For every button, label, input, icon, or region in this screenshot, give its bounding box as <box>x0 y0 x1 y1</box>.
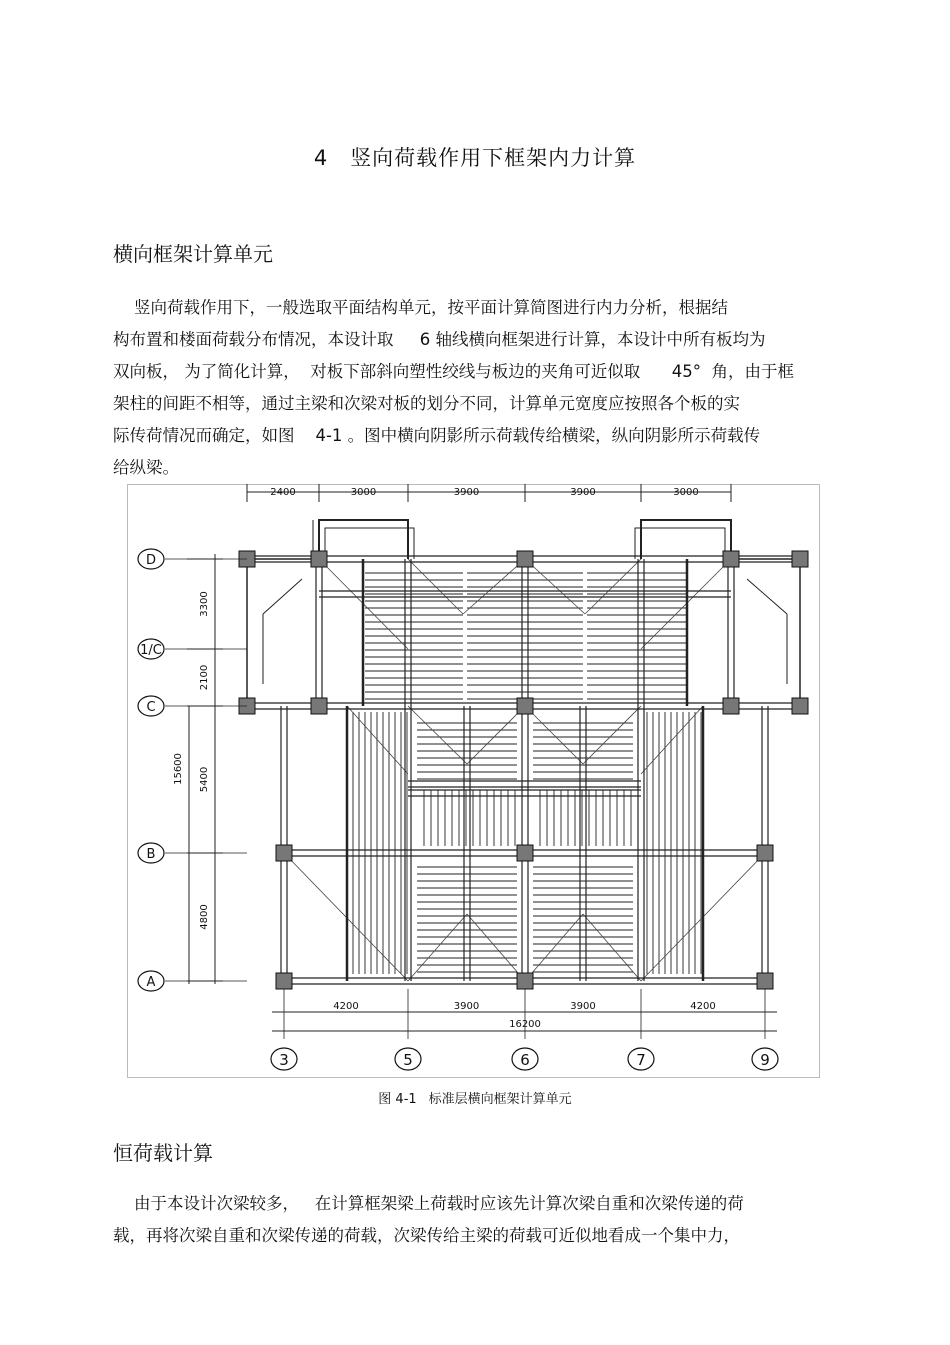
column <box>311 698 327 714</box>
paragraph-line: 双向板， 为了简化计算， 对板下部斜向塑性绞线与板边的夹角可近似取 45° 角，由于框 <box>113 362 794 381</box>
left-dimensions <box>173 554 223 984</box>
section-heading-dead-load: 恒荷载计算 <box>113 1141 213 1165</box>
yield-line <box>525 914 583 981</box>
paragraph-line: 构布置和楼面荷载分布情况，本设计取 6 轴线横向框架进行计算，本设计中所有板均为 <box>113 330 766 349</box>
column <box>517 973 533 989</box>
structural-plan-figure <box>127 484 820 1078</box>
left-wing-diagonal <box>263 579 302 614</box>
paragraph-line: 由于本设计次梁较多， 在计算框架梁上荷载时应该先计算次梁自重和次梁传递的荷 <box>113 1194 744 1213</box>
chapter-title-text: 竖向荷载作用下框架内力计算 <box>350 146 637 170</box>
column <box>517 845 533 861</box>
section-heading-frame-unit: 横向框架计算单元 <box>113 242 273 266</box>
row-axis-label: A <box>146 975 156 990</box>
yield-line <box>641 706 703 774</box>
column-axis-label: 7 <box>636 1051 646 1069</box>
bottom-dimension-label: 3900 <box>570 1001 596 1012</box>
right-wing <box>731 559 800 706</box>
column <box>276 845 292 861</box>
yield-line <box>467 914 525 981</box>
yield-line <box>463 559 525 614</box>
yield-line <box>585 559 641 614</box>
paragraph-line: 架柱的间距不相等，通过主梁和次梁对板的划分不同，计算单元宽度应按照各个板的实 <box>113 394 740 413</box>
balcony-right <box>641 520 731 559</box>
column <box>276 973 292 989</box>
column <box>723 551 739 567</box>
left-wing <box>247 559 319 706</box>
paragraph-line: 际传荷情况而确定，如图 4-1 。图中横向阴影所示荷载传给横梁，纵向阴影所示荷载传 <box>113 426 761 445</box>
yield-line <box>583 706 641 764</box>
yield-line <box>408 559 463 614</box>
left-dimension-label: 5400 <box>199 766 210 793</box>
column-axis-label: 6 <box>520 1051 530 1069</box>
figure-caption <box>0 1088 950 1107</box>
bottom-dimension-label: 3900 <box>453 1001 480 1012</box>
top-dimension-label: 3900 <box>453 487 480 498</box>
column-axis-label: 9 <box>760 1051 770 1069</box>
columns <box>239 551 808 989</box>
column <box>792 698 808 714</box>
left-total-dimension: 15600 <box>173 753 184 785</box>
balcony-left-inner <box>313 520 414 559</box>
column-axis-label: 3 <box>279 1051 289 1069</box>
left-dimension-label: 3300 <box>199 591 210 617</box>
column <box>517 551 533 567</box>
column <box>792 551 808 567</box>
structural-plan-drawing <box>127 484 820 1078</box>
paragraph-line: 给纵梁。 <box>113 458 179 477</box>
chapter-title <box>0 142 950 172</box>
yield-line <box>467 706 525 764</box>
paragraph-frame-unit <box>113 292 843 484</box>
top-dimension-label: 2400 <box>270 487 296 498</box>
row-axes <box>138 549 247 991</box>
bottom-dimensions <box>272 989 777 1039</box>
row-axis-label: C <box>146 700 156 715</box>
figure-caption-text: 标准层横向框架计算单元 <box>428 1092 572 1107</box>
balcony-right-inner <box>635 528 725 559</box>
left-dimension-label: 2100 <box>199 664 210 691</box>
left-dimension-label: 4800 <box>199 904 210 930</box>
row-axis-label: B <box>146 847 156 862</box>
column <box>723 698 739 714</box>
right-wing-diagonal <box>747 579 787 614</box>
chapter-number: 4 <box>313 146 329 170</box>
top-dimensions <box>247 484 731 502</box>
balcony-left <box>319 520 408 559</box>
column <box>517 698 533 714</box>
bottom-dimension-label: 4200 <box>690 1001 716 1012</box>
column <box>757 973 773 989</box>
yield-line <box>408 914 467 981</box>
bottom-total-dimension: 16200 <box>509 1019 541 1030</box>
yield-line <box>408 706 467 764</box>
paragraph-dead-load <box>113 1188 843 1252</box>
column <box>757 845 773 861</box>
top-dimension-label: 3900 <box>570 487 596 498</box>
column <box>311 551 327 567</box>
paragraph-line: 竖向荷载作用下，一般选取平面结构单元，按平面计算简图进行内力分析，根据结 <box>113 298 728 317</box>
yield-line <box>347 706 408 774</box>
paragraph-line: 载，再将次梁自重和次梁传递的荷载，次梁传给主梁的荷载可近似地看成一个集中力， <box>113 1226 740 1245</box>
bottom-dimension-label: 4200 <box>333 1001 359 1012</box>
row-axis-label: D <box>145 553 157 568</box>
yield-line <box>525 559 585 614</box>
top-dimension-label: 3000 <box>673 487 699 498</box>
figure-caption-number: 图 4-1 <box>378 1092 417 1107</box>
yield-line <box>525 706 583 764</box>
yield-line <box>583 914 641 981</box>
column-axes <box>271 1048 778 1070</box>
beams <box>247 556 800 984</box>
column-axis-label: 5 <box>403 1051 413 1069</box>
top-dimension-label: 3000 <box>350 487 377 498</box>
row-axis-label: 1/C <box>140 643 162 658</box>
